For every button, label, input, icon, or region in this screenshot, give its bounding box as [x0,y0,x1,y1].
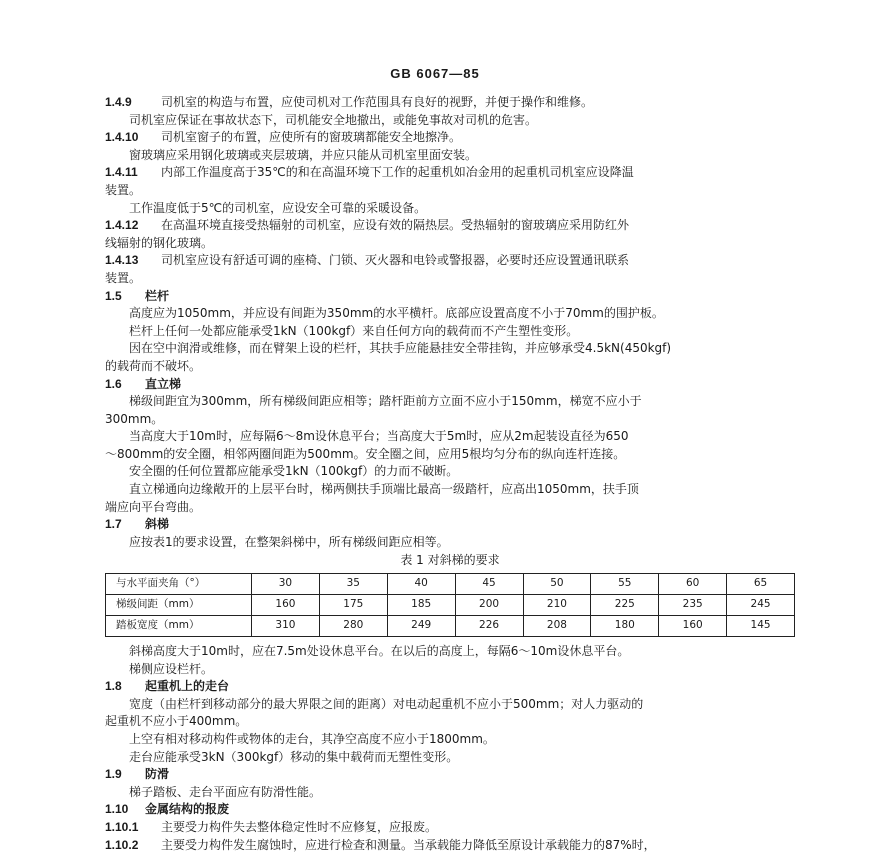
table-cell: 210 [523,595,591,616]
row-label: 梯级间距（mm） [106,595,252,616]
clause-paragraph [105,217,795,235]
line-text: 工作温度低于5℃的司机室，应设安全可靠的采暖设备。 [129,200,427,215]
clause-number: 1.10 [105,802,129,817]
text-block-lower [105,643,795,854]
text-line [105,499,795,517]
table-cell: 249 [387,616,455,637]
table-cell: 35 [319,574,387,595]
clause-number: 1.7 [105,517,122,532]
page-header: GB 6067—85 [390,66,480,81]
section-heading [105,801,795,819]
clause-paragraph [105,94,795,112]
line-text: 防滑 [145,767,170,782]
line-text: 司机室的构造与布置，应使司机对工作范围具有良好的视野，并便于操作和维修。 [161,95,594,109]
line-text: 线辐射的钢化玻璃。 [105,235,214,250]
text-line [105,112,795,130]
table-cell: 245 [727,595,795,616]
text-line [105,270,795,288]
line-text: 高度应为1050mm，并应设有间距为350mm的水平横杆。底部应设置高度不小于70mm的围护板。 [129,306,664,321]
section-heading [105,766,795,784]
table-cell: 160 [659,616,727,637]
text-line [105,340,795,358]
row-label: 踏板宽度（mm） [106,616,252,637]
table-cell: 60 [659,574,727,595]
text-line [105,643,795,661]
text-line [105,411,795,429]
clause-number: 1.10.2 [105,837,139,852]
text-line [105,463,795,481]
line-text: 司机室应保证在事故状态下，司机能安全地撤出，或能免事故对司机的危害。 [129,112,538,127]
table-cell: 40 [387,574,455,595]
text-line [105,200,795,218]
line-text: 安全圈的任何位置都应能承受1kN（100kgf）的力而不破断。 [129,464,459,479]
text-line [105,784,795,802]
line-text: 走台应能承受3kN（300kgf）移动的集中载荷而无塑性变形。 [129,749,459,764]
clause-paragraph [105,164,795,182]
line-text: 直立梯 [145,376,182,391]
section-heading [105,376,795,394]
clause-paragraph [105,837,795,854]
line-text: 梯子踏板、走台平面应有防滑性能。 [129,784,322,799]
line-text: 的载荷而不破坏。 [105,358,202,373]
table-cell: 30 [252,574,320,595]
line-text: 因在空中润滑或维修，而在臂架上设的栏杆，其扶手应能悬挂安全带挂钩，并应够承受4.5kN(450kgf) [129,341,672,356]
text-line [105,446,795,464]
stair-requirements-table [105,573,795,637]
text-line [105,661,795,679]
clause-number: 1.10.1 [105,819,139,834]
table-cell: 200 [455,595,523,616]
clause-paragraph [105,129,795,147]
line-text: 300mm。 [105,411,164,426]
line-text: 梯侧应设栏杆。 [129,661,214,676]
text-line [105,731,795,749]
text-line [105,428,795,446]
table-cell: 175 [319,595,387,616]
line-text: 宽度（由栏杆到移动部分的最大界限之间的距离）对电动起重机不应小于500mm；对人力驱动的 [129,696,644,711]
clause-paragraph [105,252,795,270]
text-line [105,235,795,253]
section-heading [105,678,795,696]
section-heading [105,516,795,534]
text-line [105,182,795,200]
line-text: 栏杆 [145,288,170,303]
table-cell: 145 [727,616,795,637]
clause-number: 1.8 [105,679,122,694]
clause-number: 1.4.10 [105,130,139,145]
clause-number: 1.9 [105,767,122,782]
text-line [105,696,795,714]
table-cell: 225 [591,595,659,616]
clause-number: 1.4.13 [105,253,139,268]
text-line [105,305,795,323]
clause-paragraph [105,819,795,837]
text-line [105,393,795,411]
line-text: 装置。 [105,182,142,197]
line-text: 内部工作温度高于35℃的和在高温环境下工作的起重机如冶金用的起重机司机室应设降温 [161,165,634,180]
line-text: 梯级间距宜为300mm，所有梯级间距应相等；踏杆距前方立面不应小于150mm，梯宽不应小于 [129,394,642,409]
line-text: 司机室应设有舒适可调的座椅、门锁、灭火器和电铃或警报器，必要时还应设置通讯联系 [161,253,630,268]
table-cell: 185 [387,595,455,616]
text-line [105,323,795,341]
text-line [105,481,795,499]
row-label: 与水平面夹角（°） [106,574,252,595]
clause-number: 1.4.12 [105,218,139,233]
line-text: 斜梯 [145,517,170,532]
table-cell: 310 [252,616,320,637]
line-text: 应按表1的要求设置，在整架斜梯中，所有梯级间距应相等。 [129,534,449,549]
line-text: 主要受力构件发生腐蚀时，应进行检查和测量。当承载能力降低至原设计承载能力的87%时， [161,837,656,852]
table-cell: 160 [252,595,320,616]
line-text: 斜梯高度大于10m时，应在7.5m处设休息平台。在以后的高度上，每隔6～10m设休息平台。 [129,644,630,659]
clause-number: 1.4.9 [105,95,132,109]
line-text: 起重机上的走台 [145,679,230,694]
text-line [105,749,795,767]
text-line [105,534,795,552]
text-line [105,147,795,165]
text-line [105,358,795,376]
line-text: 金属结构的报废 [145,802,230,817]
table-row [106,616,795,637]
line-text: 直立梯通向边缘敞开的上层平台时，梯两侧扶手顶端比最高一级踏杆，应高出1050mm，扶手顶 [129,482,639,497]
table-caption: 表 1 对斜梯的要求 [400,553,500,568]
line-text: 上空有相对移动构件或物体的走台，其净空高度不应小于1800mm。 [129,732,495,746]
table-row [106,595,795,616]
clause-number: 1.6 [105,376,122,391]
table-cell: 45 [455,574,523,595]
line-text: 端应向平台弯曲。 [105,499,202,514]
table-cell: 50 [523,574,591,595]
table-cell: 208 [523,616,591,637]
line-text: 栏杆上任何一处都应能承受1kN（100kgf）来自任何方向的载荷而不产生塑性变形。 [129,323,579,338]
table-row [106,574,795,595]
line-text: 司机室窗子的布置，应使所有的窗玻璃都能安全地擦净。 [161,130,462,145]
table-cell: 180 [591,616,659,637]
clause-number: 1.5 [105,288,122,303]
line-text: 窗玻璃应采用钢化玻璃或夹层玻璃，并应只能从司机室里面安装。 [129,147,478,162]
document-body [105,94,795,854]
line-text: ～800mm的安全圈，相邻两圈间距为500mm。安全圈之间，应用5根均匀分布的纵向连杆连接。 [105,446,626,461]
table-cell: 226 [455,616,523,637]
line-text: 在高温环境直接受热辐射的司机室，应设有效的隔热层。受热辐射的窗玻璃应采用防红外 [161,218,630,233]
table-cell: 280 [319,616,387,637]
line-text: 装置。 [105,270,142,285]
clause-number: 1.4.11 [105,165,138,180]
line-text: 当高度大于10m时，应每隔6～8m设休息平台；当高度大于5m时，应从2m起装设直径为650 [129,429,629,444]
line-text: 主要受力构件失去整体稳定性时不应修复，应报废。 [161,819,438,834]
table-cell: 55 [591,574,659,595]
text-line [105,713,795,731]
section-heading [105,288,795,306]
line-text: 起重机不应小于400mm。 [105,714,248,729]
text-block-upper [105,94,795,551]
table-cell: 235 [659,595,727,616]
table-cell: 65 [727,574,795,595]
